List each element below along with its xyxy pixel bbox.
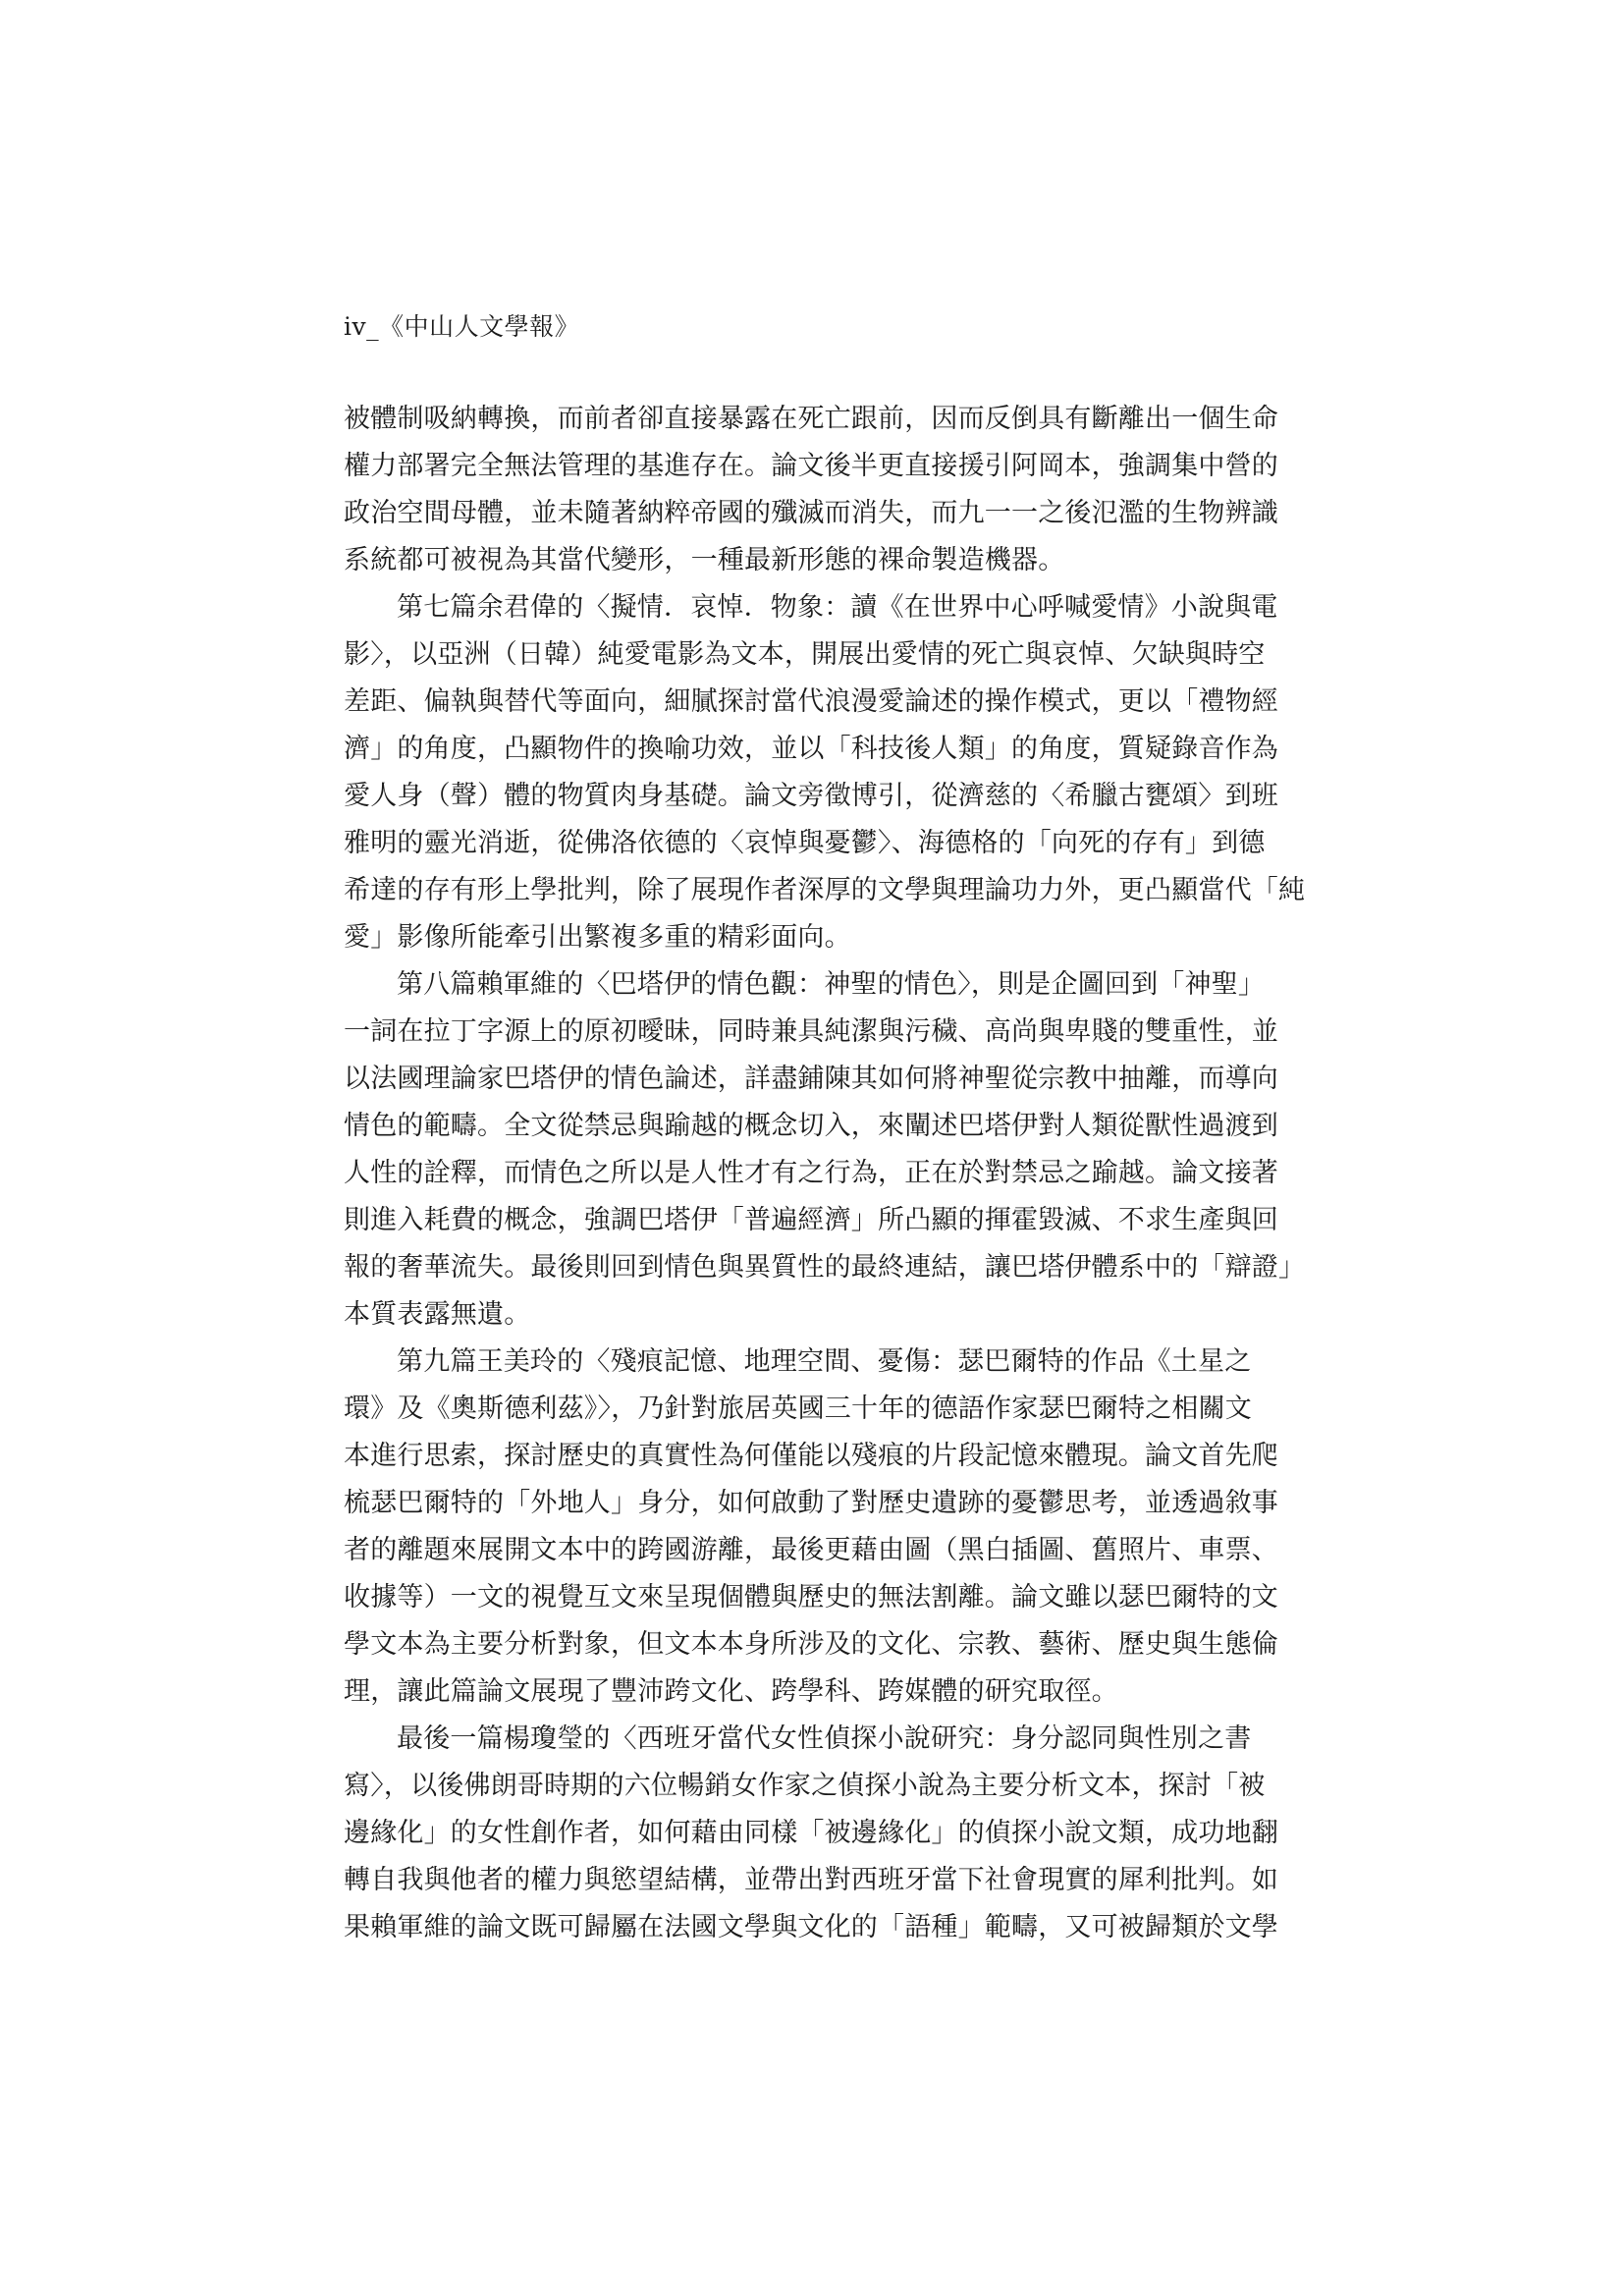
text-line: 人性的詮釋，而情色之所以是人性才有之行為，正在於對禁忌之踰越。論文接著 bbox=[344, 1158, 1278, 1188]
running-header: iv_《中山人文學報》 bbox=[344, 312, 580, 341]
text-line: 最後一篇楊瓊瑩的〈西班牙當代女性偵探小說研究：身分認同與性別之書 bbox=[397, 1723, 1252, 1754]
text-line: 則進入耗費的概念，強調巴塔伊「普遍經濟」所凸顯的揮霍毀滅、不求生產與回 bbox=[344, 1205, 1278, 1235]
body-text bbox=[344, 396, 1306, 1951]
text-line: 果賴軍維的論文既可歸屬在法國文學與文化的「語種」範疇，又可被歸類於文學 bbox=[344, 1912, 1278, 1942]
text-line: 愛人身（聲）體的物質肉身基礎。論文旁徵博引，從濟慈的〈希臘古甕頌〉到班 bbox=[344, 781, 1278, 811]
text-line: 寫〉，以後佛朗哥時期的六位暢銷女作家之偵探小說為主要分析文本，探討「被 bbox=[344, 1771, 1266, 1801]
text-line: 權力部署完全無法管理的基進存在。論文後半更直接援引阿岡本，強調集中營的 bbox=[344, 451, 1278, 481]
text-line: 本質表露無遺。 bbox=[344, 1299, 531, 1330]
text-line: 一詞在拉丁字源上的原初曖昧，同時兼具純潔與污穢、高尚與卑賤的雙重性，並 bbox=[344, 1016, 1278, 1047]
text-line: 者的離題來展開文本中的跨國游離，最後更藉由圖（黑白插圖、舊照片、車票、 bbox=[344, 1535, 1278, 1565]
text-line: 報的奢華流失。最後則回到情色與異質性的最終連結，讓巴塔伊體系中的「辯證」 bbox=[344, 1252, 1306, 1283]
text-line: 邊緣化」的女性創作者，如何藉由同樣「被邊緣化」的偵探小說文類，成功地翻 bbox=[344, 1818, 1278, 1848]
text-line: 被體制吸納轉換，而前者卻直接暴露在死亡跟前，因而反倒具有斷離出一個生命 bbox=[344, 404, 1278, 434]
text-line: 系統都可被視為其當代變形，一種最新形態的裸命製造機器。 bbox=[344, 545, 1065, 575]
text-line: 理，讓此篇論文展現了豐沛跨文化、跨學科、跨媒體的研究取徑。 bbox=[344, 1676, 1118, 1707]
text-line: 濟」的角度，凸顯物件的換喻功效，並以「科技後人類」的角度，質疑錄音作為 bbox=[344, 734, 1278, 764]
text-line: 第八篇賴軍維的〈巴塔伊的情色觀：神聖的情色〉，則是企圖回到「神聖」 bbox=[397, 969, 1266, 1000]
text-line: 第七篇余君偉的〈擬情．哀悼．物象：讀《在世界中心呼喊愛情》小說與電 bbox=[397, 592, 1278, 623]
text-line: 第九篇王美玲的〈殘痕記憶、地理空間、憂傷：瑟巴爾特的作品《土星之 bbox=[397, 1346, 1252, 1377]
text-line: 環》及《奧斯德利茲》〉，乃針對旅居英國三十年的德語作家瑟巴爾特之相關文 bbox=[344, 1394, 1252, 1424]
text-line: 希達的存有形上學批判，除了展現作者深厚的文學與理論功力外，更凸顯當代「純 bbox=[344, 875, 1306, 905]
text-line: 收據等）一文的視覺互文來呈現個體與歷史的無法割離。論文雖以瑟巴爾特的文 bbox=[344, 1582, 1278, 1613]
text-line: 本進行思索，探討歷史的真實性為何僅能以殘痕的片段記憶來體現。論文首先爬 bbox=[344, 1441, 1278, 1471]
text-line: 影〉，以亞洲（日韓）純愛電影為文本，開展出愛情的死亡與哀悼、欠缺與時空 bbox=[344, 639, 1266, 670]
text-line: 雅明的靈光消逝，從佛洛依德的〈哀悼與憂鬱〉、海德格的「向死的存有」到德 bbox=[344, 828, 1266, 858]
text-line: 政治空間母體，並未隨著納粹帝國的殲滅而消失，而九一一之後氾濫的生物辨識 bbox=[344, 498, 1278, 528]
text-line: 梳瑟巴爾特的「外地人」身分，如何啟動了對歷史遺跡的憂鬱思考，並透過敘事 bbox=[344, 1488, 1278, 1518]
text-line: 轉自我與他者的權力與慾望結構，並帶出對西班牙當下社會現實的犀利批判。如 bbox=[344, 1865, 1278, 1895]
text-line: 愛」影像所能牽引出繁複多重的精彩面向。 bbox=[344, 922, 851, 953]
text-line: 以法國理論家巴塔伊的情色論述，詳盡鋪陳其如何將神聖從宗教中抽離，而導向 bbox=[344, 1064, 1278, 1094]
text-line: 學文本為主要分析對象，但文本本身所涉及的文化、宗教、藝術、歷史與生態倫 bbox=[344, 1629, 1278, 1660]
text-line: 情色的範疇。全文從禁忌與踰越的概念切入，來闡述巴塔伊對人類從獸性過渡到 bbox=[344, 1111, 1278, 1141]
text-line: 差距、偏執與替代等面向，細膩探討當代浪漫愛論述的操作模式，更以「禮物經 bbox=[344, 686, 1278, 717]
